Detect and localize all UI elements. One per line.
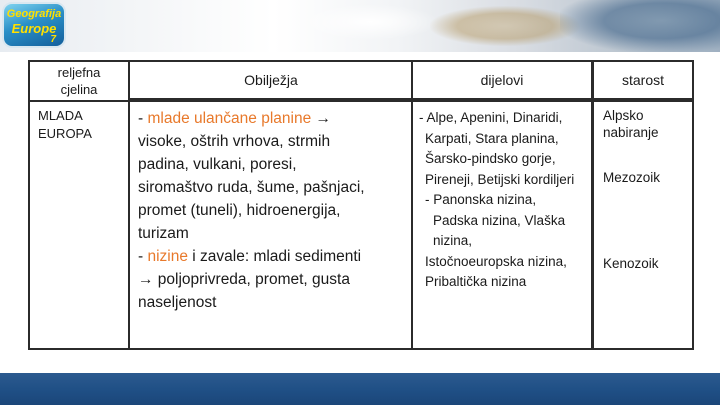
header-banner (0, 0, 720, 52)
obiljezja-line7 (138, 245, 412, 268)
obiljezja-line8: → poljoprivreda, promet, gusta (138, 271, 350, 288)
cell-obiljezja (128, 100, 414, 350)
dijelovi-line6: Padska nizina, Vlaška (433, 212, 566, 228)
header-dijelovi (411, 60, 593, 100)
footer-bar (0, 373, 720, 405)
obiljezja-line9: naseljenost (138, 294, 217, 311)
obiljezja-line5: promet (tuneli), hidroenergija, (138, 202, 341, 219)
starost-s1-line1: Alpsko (603, 108, 644, 123)
logo-line1: Geografija (6, 8, 62, 20)
term-nizine: nizine (147, 248, 188, 265)
starost-mezozoik: Mezozoik (603, 170, 661, 185)
logo-line2: Europe (11, 21, 57, 36)
header-obiljezja-label: Obilježja (244, 72, 298, 88)
cjelina-line1: MLADA (38, 108, 83, 123)
dijelovi-line8: Istočnoeuropska nizina, (425, 253, 567, 269)
header-reljefna-line2: cjelina (60, 82, 98, 97)
header-reljefna-line1: reljefna (57, 65, 101, 80)
cell-starost (592, 100, 694, 350)
obiljezja-line3: padina, vulkani, poresi, (138, 156, 297, 173)
header-starost-label: starost (621, 72, 664, 88)
banner-cloud (300, 4, 440, 40)
dijelovi-line5: - Panonska nizina, (425, 192, 537, 207)
header-starost (592, 60, 694, 100)
nizine-tail: i zavale: mladi sedimenti (187, 248, 362, 265)
header-obiljezja (128, 60, 414, 100)
geografija-europe-logo (2, 2, 66, 48)
obiljezja-line6: turizam (138, 225, 189, 242)
dijelovi-line4: Pireneji, Betijski kordiljeri (425, 171, 575, 187)
dijelovi-line9: Pribaltička nizina (425, 274, 527, 289)
dash: - (138, 248, 148, 265)
dijelovi-line7: nizina, (433, 233, 473, 248)
term-mlade-ulancane-planine: mlade ulančane planine (147, 110, 312, 127)
header-reljefna-cjelina (28, 60, 130, 102)
starost-kenozoik: Kenozoik (603, 256, 659, 271)
obiljezja-line2: visoke, oštrih vrhova, strmih (138, 133, 331, 150)
obiljezja-line4: siromaštvo ruda, šume, pašnjaci, (138, 179, 365, 196)
banner-land (430, 6, 580, 46)
logo-grade: 7 (50, 34, 56, 45)
banner-sea (560, 0, 720, 52)
starost-alpsko-nabiranje (603, 107, 659, 141)
cell-dijelovi (411, 100, 593, 350)
cell-cjelina (28, 100, 130, 350)
cjelina-line2: EUROPA (38, 126, 92, 141)
arrow: → (311, 110, 332, 127)
obiljezja-line1 (138, 107, 412, 130)
dijelovi-line1: - Alpe, Apenini, Dinaridi, (419, 110, 563, 125)
dijelovi-line3: Šarsko-pindsko gorje, (425, 151, 556, 166)
header-dijelovi-label: dijelovi (480, 72, 524, 88)
dash: - (138, 110, 148, 127)
dijelovi-line2: Karpati, Stara planina, (425, 130, 559, 146)
starost-s1-line2: nabiranje (603, 125, 659, 140)
